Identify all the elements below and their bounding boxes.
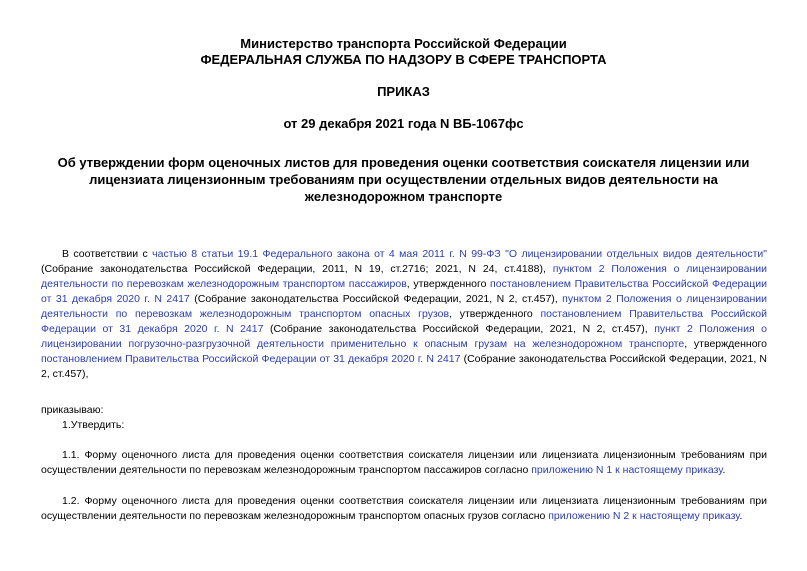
- item-1-2-end: .: [739, 510, 743, 522]
- preamble-text-5: , утвержденного: [449, 308, 541, 320]
- government-decree-link-1[interactable]: постановлением Правительства Российской Федерации от 31 декабря 2020 г. N 2417: [41, 278, 767, 305]
- law-99fz-link[interactable]: частью 8 статьи 19.1 Федерального закона от 4 мая 2011 г. N 99-ФЗ "О лицензировании отдельных видов деятельности": [152, 248, 767, 260]
- document-type: ПРИКАЗ: [377, 84, 430, 99]
- loading-regulation-link[interactable]: пункт 2 Положения о лицензировании погрузочно-разгрузочной деятельности применительно к опасным грузам на железнодорожном транспорте: [41, 323, 767, 350]
- preamble-text-7: , утвержденного: [684, 338, 767, 350]
- item-1-1-end: .: [722, 464, 726, 476]
- passenger-regulation-link[interactable]: пунктом 2 Положения о лицензировании деятельности по перевозкам железнодорожным транспортом пассажиров: [41, 263, 767, 290]
- document-date-number: от 29 декабря 2021 года N ВБ-1067фс: [283, 116, 524, 131]
- preamble-text-6: (Собрание законодательства Российской Федерации, 2021, N 2, ст.457),: [263, 323, 655, 335]
- appendix-2-link[interactable]: приложению N 2 к настоящему приказу: [548, 510, 740, 522]
- item-1-1-text: 1.1. Форму оценочного листа для проведения оценки соответствия соискателя лицензии или лицензиата лицензионным требованиям при осуществлении деятельности по перевозкам железнодорожным транспортом пассажиров согласно: [41, 449, 767, 476]
- item-1-2: [41, 494, 767, 524]
- service-name: ФЕДЕРАЛЬНАЯ СЛУЖБА ПО НАДЗОРУ В СФЕРЕ ТРАНСПОРТА: [200, 52, 607, 67]
- preamble-paragraph: [41, 247, 767, 382]
- government-decree-link-3[interactable]: постановлением Правительства Российской Федерации от 31 декабря 2020 г. N 2417: [41, 353, 461, 365]
- preamble-text-2: (Собрание законодательства Российской Федерации, 2011, N 19, ст.2716; 2021, N 24, ст.4188),: [41, 263, 553, 275]
- appendix-1-link[interactable]: приложению N 1 к настоящему приказу: [531, 464, 723, 476]
- ministry-name: Министерство транспорта Российской Федерации: [240, 36, 567, 51]
- document-title: Об утверждении форм оценочных листов для проведения оценки соответствия соискателя лицензии или лицензиата лицензионным требованиям при осуществлении отдельных видов деятельности на железнодорожном транспорте: [57, 155, 750, 204]
- government-decree-link-2[interactable]: постановлением Правительства Российской Федерации от 31 декабря 2020 г. N 2417: [41, 308, 767, 335]
- preamble-text-8: (Собрание законодательства Российской Федерации, 2021, N 2, ст.457),: [41, 353, 767, 380]
- preamble-text-3: , утвержденного: [406, 278, 491, 290]
- preamble-text-1: В соответствии с: [62, 248, 153, 260]
- dangerous-goods-regulation-link[interactable]: пунктом 2 Положения о лицензировании деятельности по перевозкам железнодорожным транспортом опасных грузов: [41, 293, 767, 320]
- order-word: приказываю:: [41, 404, 104, 416]
- approve-clause: 1.Утвердить:: [62, 419, 125, 431]
- preamble-text-4: (Собрание законодательства Российской Федерации, 2021, N 2, ст.457),: [189, 293, 563, 305]
- item-1-1: [41, 448, 767, 478]
- item-1-2-text: 1.2. Форму оценочного листа для проведения оценки соответствия соискателя лицензии или лицензиата лицензионным требованиям при осуществлении деятельности по перевозкам железнодорожным транспортом опасных грузов согласно: [41, 495, 767, 522]
